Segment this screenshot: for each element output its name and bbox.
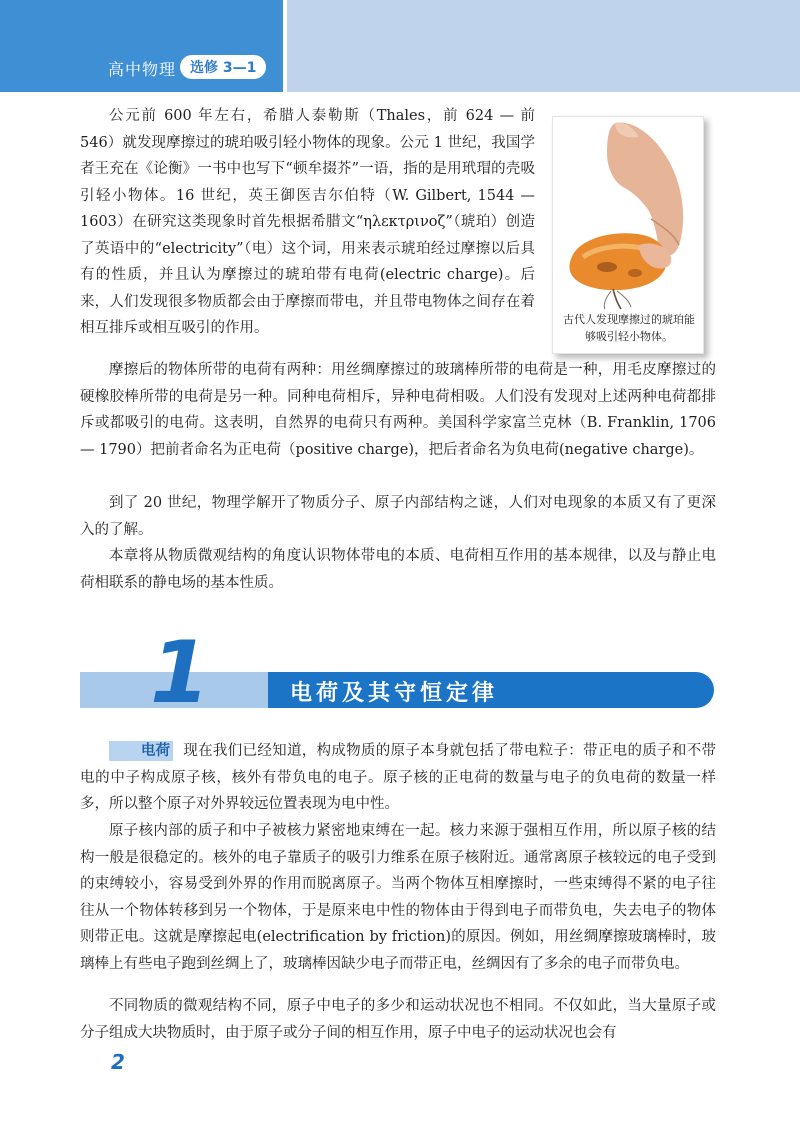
intro-paragraph-2: 摩擦后的物体所带的电荷有两种：用丝绸摩擦过的玻璃棒所带的电荷是一种，用毛皮摩擦过的硬橡胶棒所带的电荷是另一种。同种电荷相斥，异种电荷相吸。人们没有发现对上述两种电荷都排斥或都吸引的电荷。这表明，自然界的电荷只有两种。美国科学家富兰克林（B. Franklin, 1706 — 1790）把前者命名为正电荷（positive charge)，把后者命名为负电荷(negative charge)。 (80, 362, 716, 458)
header-divider (283, 0, 287, 92)
running-head: 高中物理 (108, 60, 177, 79)
page-number: 2 (111, 1050, 125, 1074)
figure-caption: 古代人发现摩擦过的琥珀能够吸引轻小物体。 (563, 313, 695, 343)
book-volume-badge: 选修 3—1 (180, 55, 266, 79)
body-paragraph-1-text: 现在我们已经知道，构成物质的原子本身就包括了带电粒子：带正电的质子和不带电的中子构成原子核，核外有带负电的电子。原子核的正电荷的数量与电子的负电荷的数量一样多，所以整个原子对外界较远位置表现为电中性。 (80, 743, 716, 812)
lead-term: 电荷 (109, 741, 173, 761)
body-paragraph-2: 原子核内部的质子和中子被核力紧密地束缚在一起。核力来源于强相互作用，所以原子核的结构一般是很稳定的。核外的电子靠质子的吸引力维系在原子核附近。通常离原子核较远的电子受到的束缚较小，容易受到外界的作用而脱离原子。当两个物体互相摩擦时，一些束缚得不紧的电子往往从一个物体转移到另一个物体，于是原来电中性的物体由于得到电子而带负电，失去电子的物体则带正电。这就是摩擦起电(electrification by friction)的原因。例如，用丝绸摩擦玻璃棒时，玻璃棒上有些电子跑到丝绸上了，玻璃棒因缺少电子而带正电，丝绸因有了多余的电子而带负电。 (80, 823, 716, 972)
intro-paragraph-4: 本章将从物质微观结构的角度认识物体带电的本质、电荷相互作用的基本规律，以及与静止电荷相联系的静电场的基本性质。 (80, 548, 716, 591)
body-paragraph-3: 不同物质的微观结构不同，原子中电子的多少和运动状况也不相同。不仅如此，当大量原子或分子组成大块物质时，由于原子或分子间的相互作用，原子中电子的运动状况也会有 (80, 998, 716, 1041)
feather-icon (613, 289, 621, 309)
section-number: 1 (150, 623, 210, 723)
section-title: 电荷及其守恒定律 (290, 681, 499, 706)
intro-paragraph-3: 到了 20 世纪，物理学解开了物质分子、原子内部结构之谜，人们对电现象的本质又有了更深入的了解。 (80, 495, 716, 538)
amber-figure (552, 116, 704, 354)
body-paragraph-1 (80, 738, 716, 818)
intro-paragraph-1: 公元前 600 年左右，希腊人泰勒斯（Thales，前 624 — 前 546）就发现摩擦过的琥珀吸引轻小物体的现象。公元 1 世纪，我国学者王充在《论衡》一书中也写下“顿牟掇芥”一语，指的是用玳瑁的壳吸引轻小物体。16 世纪，英王御医吉尔伯特（W. Gilbert, 1544 — 1603）在研究这类现象时首先根据希腊文“ηλεκτρινοζ”（琥珀）创造了英语中的“electricity”（电）这个词，用来表示琥珀经过摩擦以后具有的性质，并且认为摩擦过的琥珀带有电荷(electric charge)。后来，人们发现很多物质都会由于摩擦而带电，并且带电物体之间存在着相互排斥或相互吸引的作用。 (80, 108, 535, 336)
